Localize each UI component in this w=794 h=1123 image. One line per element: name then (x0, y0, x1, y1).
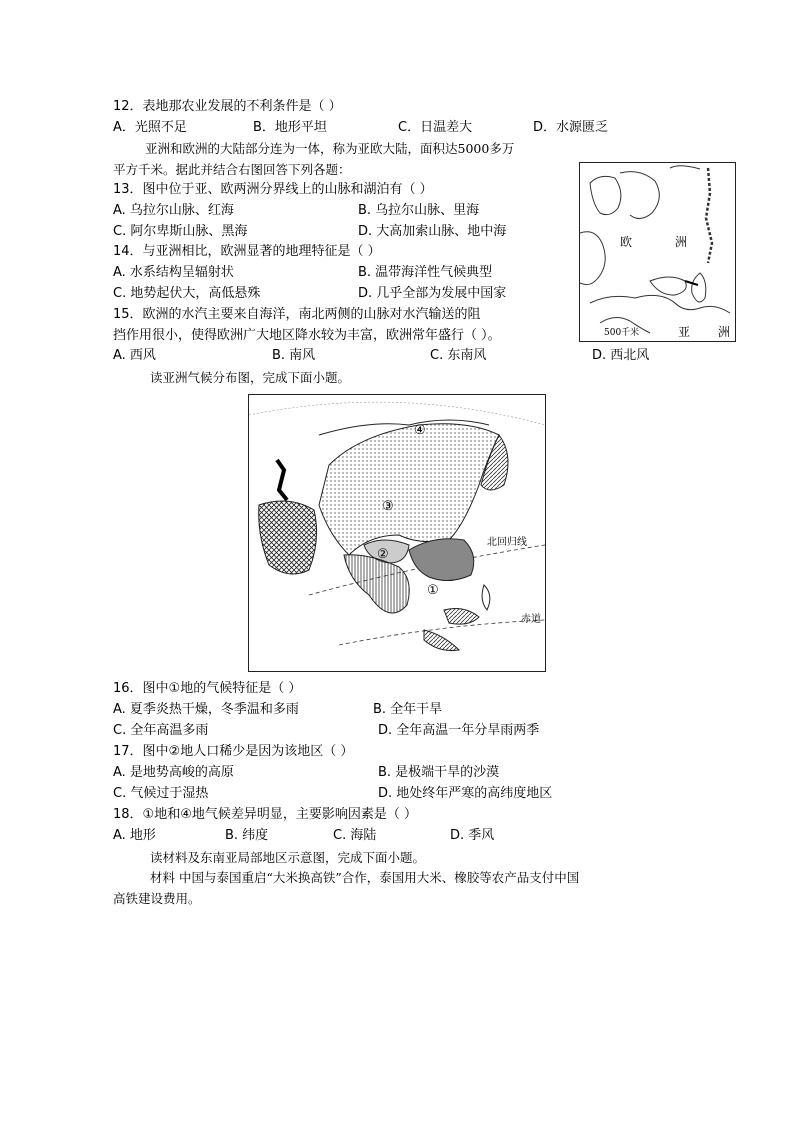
europe-zhou-label: 洲 (675, 235, 688, 249)
q13-option-b[interactable]: B. 乌拉尔山脉、里海 (358, 203, 480, 218)
q12-option-a[interactable]: A．光照不足 (113, 120, 187, 135)
q14-option-d[interactable]: D. 几乎全部为发展中国家 (358, 286, 507, 301)
q13-option-c[interactable]: C. 阿尔卑斯山脉、黑海 (113, 224, 248, 239)
intro3-line3: 高铁建设费用。 (113, 891, 201, 906)
region-3-label: ③ (382, 499, 394, 514)
q14-option-c[interactable]: C. 地势起伏大，高低悬殊 (113, 286, 261, 301)
intro3-line2: 材料 中国与泰国重启“大米换高铁”合作，泰国用大米、橡胶等农产品支付中国 (150, 870, 580, 885)
q18-option-a[interactable]: A. 地形 (113, 828, 156, 843)
q17-option-d[interactable]: D. 地处终年严寒的高纬度地区 (378, 786, 553, 801)
intro1-line2: 平方千米。据此并结合右图回答下列各题： (113, 162, 351, 177)
asia-zhou-label: 洲 (718, 325, 731, 339)
q14-stem: 14．与亚洲相比，欧洲显著的地理特征是（ ） (113, 244, 381, 259)
q18-option-c[interactable]: C. 海陆 (333, 828, 377, 843)
asia-climate-map (248, 394, 546, 672)
q13-option-d[interactable]: D. 大高加索山脉、地中海 (358, 224, 507, 239)
region-1-label: ① (427, 583, 439, 598)
q17-stem: 17．图中②地人口稀少是因为该地区（ ） (113, 744, 354, 759)
q18-option-b[interactable]: B. 纬度 (225, 828, 269, 843)
q12-option-d[interactable]: D．水源匮乏 (533, 120, 609, 135)
q15-option-a[interactable]: A. 西风 (113, 348, 156, 363)
q16-option-b[interactable]: B. 全年干旱 (373, 702, 443, 717)
q13-option-a[interactable]: A. 乌拉尔山脉、红海 (113, 203, 234, 218)
q14-option-b[interactable]: B. 温带海洋性气候典型 (358, 265, 493, 280)
europe-label: 欧 (620, 235, 633, 249)
intro3-line1: 读材料及东南亚局部地区示意图，完成下面小题。 (150, 850, 426, 865)
q15-option-c[interactable]: C. 东南风 (430, 348, 487, 363)
europe-map-drawing (580, 163, 735, 341)
tropic-label: 北回归线 (487, 537, 527, 548)
q17-option-b[interactable]: B. 是极端干旱的沙漠 (378, 765, 500, 780)
q13-stem: 13．图中位于亚、欧两洲分界线上的山脉和湖泊有（ ） (113, 182, 433, 197)
q16-option-d[interactable]: D. 全年高温一年分旱雨两季 (378, 723, 540, 738)
region-4-label: ④ (414, 423, 426, 438)
q17-option-a[interactable]: A. 是地势高峻的高原 (113, 765, 234, 780)
q12-option-c[interactable]: C．日温差大 (398, 120, 473, 135)
q16-option-a[interactable]: A. 夏季炎热干燥，冬季温和多雨 (113, 702, 299, 717)
intro2: 读亚洲气候分布图，完成下面小题。 (150, 370, 351, 385)
q12-stem: 12．表地那农业发展的不利条件是（ ） (113, 99, 342, 114)
q15-option-d[interactable]: D. 西北风 (592, 348, 650, 363)
q16-option-c[interactable]: C. 全年高温多雨 (113, 723, 209, 738)
q18-option-d[interactable]: D. 季风 (450, 828, 495, 843)
q15-line2: 挡作用很小，使得欧洲广大地区降水较为丰富，欧洲常年盛行（ ）。 (113, 328, 501, 343)
asia-label: 亚 (678, 325, 691, 339)
equator-label: 赤道 (521, 614, 541, 625)
region-2-label: ② (377, 547, 389, 562)
q16-stem: 16．图中①地的气候特征是（ ） (113, 681, 302, 696)
intro1-line1: 亚洲和欧洲的大陆部分连为一体，称为亚欧大陆，面积达5000多万 (145, 141, 515, 156)
q14-option-a[interactable]: A. 水系结构呈辐射状 (113, 265, 234, 280)
q15-line1: 15．欧洲的水汽主要来自海洋，南北两侧的山脉对水汽输送的阻 (113, 307, 481, 322)
europe-map-scale: 500千米 (604, 328, 640, 338)
q12-option-b[interactable]: B．地形平坦 (253, 120, 327, 135)
q15-option-b[interactable]: B. 南风 (272, 348, 316, 363)
q18-stem: 18．①地和④地气候差异明显，主要影响因素是（ ） (113, 807, 417, 822)
q17-option-c[interactable]: C. 气候过于湿热 (113, 786, 209, 801)
europe-map (579, 162, 736, 342)
